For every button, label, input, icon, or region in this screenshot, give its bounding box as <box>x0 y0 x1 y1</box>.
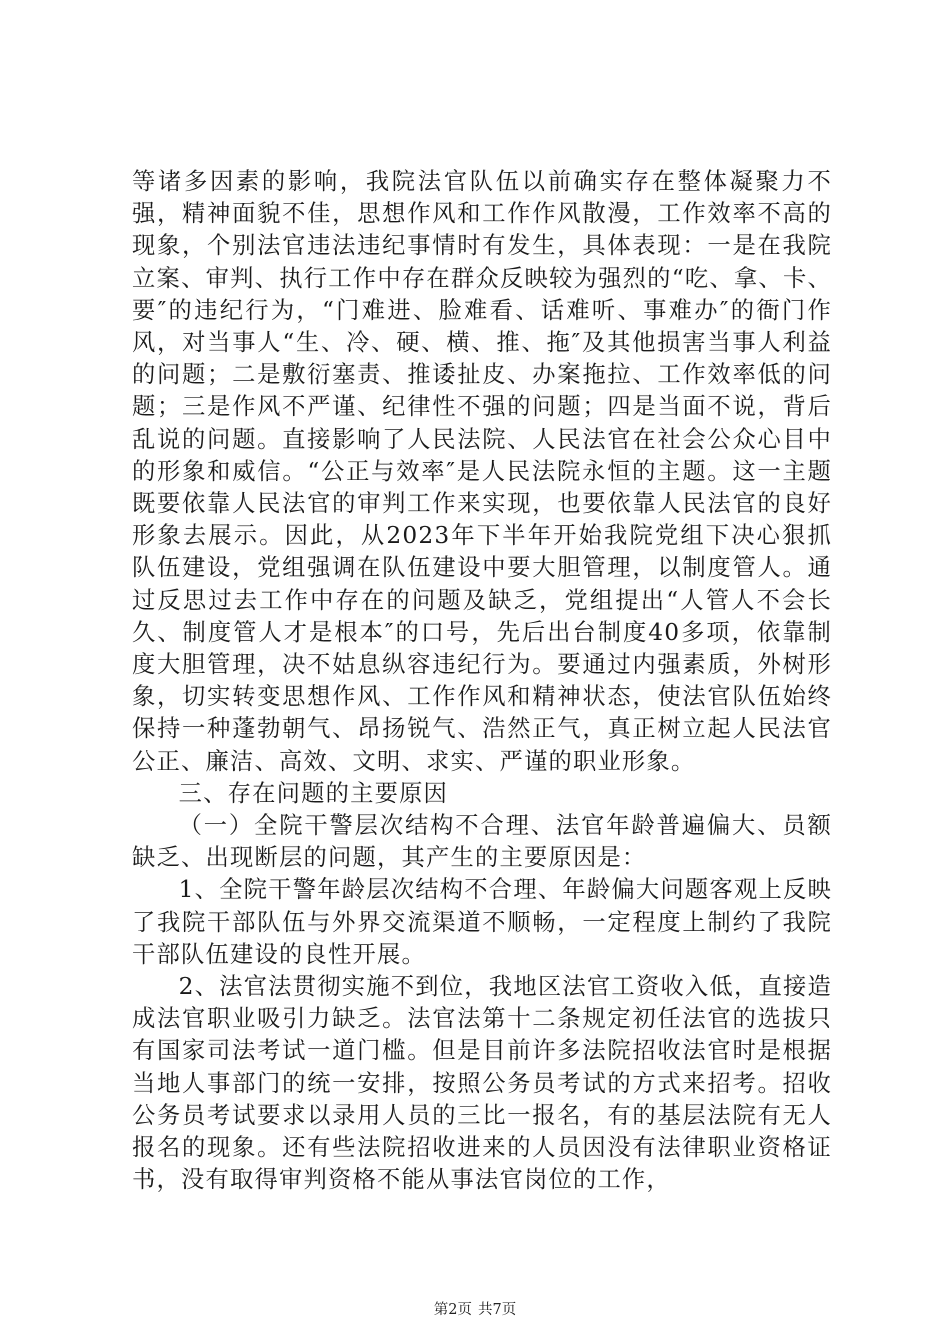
page-total: 共7页 <box>478 1302 517 1318</box>
page-footer <box>0 1298 950 1319</box>
body-paragraph: 2、法官法贯彻实施不到位，我地区法官工资收入低，直接造成法官职业吸引力缺乏。法官法第十二条规定初任法官的选拔只有国家司法考试一道门槛。但是目前许多法院招收法官时是根据当地人事部门的统一安排，按照公务员考试的方式来招考。招收公务员考试要求以录用人员的三比一报名，有的基层法院有无人报名的现象。还有些法院招收进来的人员因没有法律职业资格证书，没有取得审判资格不能从事法官岗位的工作， <box>132 973 832 1194</box>
document-body <box>132 166 832 1197</box>
section-heading: 三、存在问题的主要原因 <box>178 779 449 807</box>
page-number: 第2页 <box>433 1302 472 1318</box>
subsection-heading: （一）全院干警层次结构不合理、法官年龄普遍偏大、员额缺乏、出现断层的问题，其产生的主要原因是： <box>132 812 832 872</box>
body-paragraph: 1、全院干警年龄层次结构不合理、年龄偏大问题客观上反映了我院干部队伍与外界交流渠道不顺畅，一定程度上制约了我院干部队伍建设的良性开展。 <box>132 876 832 968</box>
body-paragraph: 等诸多因素的影响，我院法官队伍以前确实存在整体凝聚力不强，精神面貌不佳，思想作风和工作作风散漫，工作效率不高的现象，个别法官违法违纪事情时有发生，具体表现：一是在我院立案、审判、执行工作中存在群众反映较为强烈的“吃、拿、卡、要″的违纪行为，“门难进、脸难看、话难听、事难办″的衙门作风，对当事人“生、冷、硬、横、推、拖″及其他损害当事人利益的问题；二是敷衍塞责、推诿扯皮、办案拖拉、工作效率低的问题；三是作风不严谨、纪律性不强的问题；四是当面不说，背后乱说的问题。直接影响了人民法院、人民法官在社会公众心目中的形象和威信。“公正与效率″是人民法院永恒的主题。这一主题既要依靠人民法官的审判工作来实现，也要依靠人民法官的良好形象去展示。因此，从2023年下半年开始我院党组下决心狠抓队伍建设，党组强调在队伍建设中要大胆管理，以制度管人。通过反思过去工作中存在的问题及缺乏，党组提出“人管人不会长久、制度管人才是根本″的口号，先后出台制度40多项，依靠制度大胆管理，决不姑息纵容违纪行为。要通过内强素质，外树形象，切实转变思想作风、工作作风和精神状态，使法官队伍始终保持一种蓬勃朝气、昂扬锐气、浩然正气，真正树立起人民法官公正、廉洁、高效、文明、求实、严谨的职业形象。 <box>132 168 832 775</box>
